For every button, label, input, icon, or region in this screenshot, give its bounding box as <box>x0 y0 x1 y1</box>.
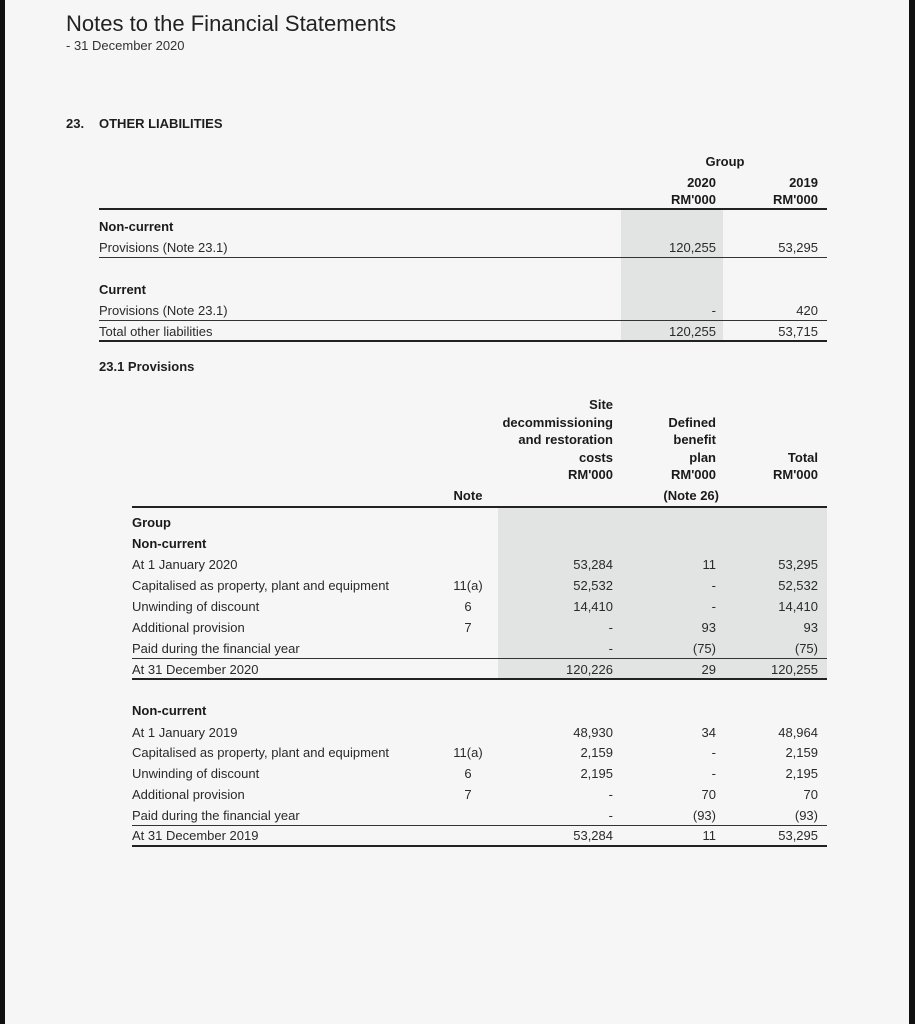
col-2020-header: 2020 <box>687 175 716 190</box>
block-heading: Non-current <box>132 536 207 551</box>
liability-total-2019: 53,715 <box>778 324 818 339</box>
liability-row-2019: 420 <box>796 303 818 318</box>
document-page <box>5 0 909 1024</box>
prov-row-note: 11(a) <box>453 578 483 593</box>
noncurrent-heading: Non-current <box>99 219 174 234</box>
prov-row-total: 2,195 <box>785 766 818 781</box>
prov-row-label: Additional provision <box>132 620 245 635</box>
prov-row-site: - <box>608 641 613 656</box>
prov-row-label: At 31 December 2019 <box>132 828 259 843</box>
prov-row-label: Paid during the financial year <box>132 641 300 656</box>
defined-header-line: (Note 26) <box>663 488 719 503</box>
prov-row-total: 70 <box>803 787 818 802</box>
prov-row-total: 14,410 <box>778 599 818 614</box>
prov-row-site: 53,284 <box>573 828 613 843</box>
prov-row-total: 52,532 <box>778 578 818 593</box>
prov-row-label: At 31 December 2020 <box>132 662 259 677</box>
group-label: Group <box>132 515 171 530</box>
prov-row-total: (75) <box>794 641 818 656</box>
prov-row-defined: - <box>711 766 716 781</box>
prov-row-defined: 11 <box>702 828 716 843</box>
total-rule <box>132 678 827 680</box>
row-rule <box>132 658 827 659</box>
prov-row-site: 53,284 <box>573 557 613 572</box>
total-header-line: RM'000 <box>773 467 818 482</box>
prov-row-label: Unwinding of discount <box>132 766 260 781</box>
prov-row-label: Unwinding of discount <box>132 599 260 614</box>
prov-row-defined: - <box>711 599 716 614</box>
col-2019-header: 2019 <box>789 175 818 190</box>
prov-row-label: Additional provision <box>132 787 245 802</box>
col-2019-unit: RM'000 <box>773 192 818 207</box>
row-rule <box>99 320 827 321</box>
provisions-title: 23.1 Provisions <box>99 359 195 374</box>
site-header-line: RM'000 <box>568 467 613 482</box>
prov-row-defined: 29 <box>701 662 716 677</box>
site-header-line: decommissioning <box>502 415 613 430</box>
liability-row-2020: 120,255 <box>669 240 716 255</box>
liability-row-2020: - <box>711 303 716 318</box>
row-rule <box>99 257 827 258</box>
total-rule <box>99 340 827 342</box>
site-header-line: Site <box>589 397 613 412</box>
note-header: Note <box>453 488 483 503</box>
site-header-line: and restoration <box>518 432 613 447</box>
prov-row-defined: (93) <box>692 808 716 823</box>
prov-row-label: Capitalised as property, plant and equipment <box>132 745 390 760</box>
total-rule <box>132 845 827 847</box>
prov-row-total: 93 <box>803 620 818 635</box>
prov-row-defined: - <box>711 578 716 593</box>
prov-row-total: (93) <box>794 808 818 823</box>
liability-total-2020: 120,255 <box>669 324 716 339</box>
prov-row-defined: 70 <box>701 787 716 802</box>
provisions-header-rule <box>132 506 827 508</box>
block-heading: Non-current <box>132 703 207 718</box>
liability-row-label: Provisions (Note 23.1) <box>99 303 228 318</box>
group-2020-column-shade <box>621 210 723 341</box>
prov-row-total: 53,295 <box>778 828 818 843</box>
liability-row-2019: 53,295 <box>778 240 818 255</box>
liability-total-label: Total other liabilities <box>99 324 213 339</box>
prov-row-label: Capitalised as property, plant and equipment <box>132 578 390 593</box>
prov-row-site: 48,930 <box>573 725 613 740</box>
prov-row-label: At 1 January 2019 <box>132 725 238 740</box>
prov-row-note: 6 <box>464 766 472 781</box>
prov-row-total: 2,159 <box>785 745 818 760</box>
prov-row-site: - <box>608 808 613 823</box>
col-2020-unit: RM'000 <box>671 192 716 207</box>
current-heading: Current <box>99 282 146 297</box>
prov-row-site: 52,532 <box>573 578 613 593</box>
defined-header-line: plan <box>689 450 716 465</box>
defined-header-line: Defined <box>668 415 716 430</box>
prov-row-defined: 34 <box>701 725 716 740</box>
prov-row-site: - <box>608 787 613 802</box>
prov-row-site: 2,195 <box>580 766 613 781</box>
prov-row-total: 48,964 <box>778 725 818 740</box>
row-rule <box>132 825 827 826</box>
prov-row-note: 6 <box>464 599 472 614</box>
section-number: 23. <box>66 116 85 131</box>
prov-row-defined: 93 <box>701 620 716 635</box>
prov-row-note: 11(a) <box>453 745 483 760</box>
prov-row-site: - <box>608 620 613 635</box>
defined-header-line: benefit <box>673 432 716 447</box>
prov-row-total: 53,295 <box>778 557 818 572</box>
group-header: Group <box>705 154 745 169</box>
prov-row-site: 120,226 <box>566 662 613 677</box>
liability-row-label: Provisions (Note 23.1) <box>99 240 228 255</box>
prov-row-site: 14,410 <box>573 599 613 614</box>
section-title: OTHER LIABILITIES <box>99 116 223 131</box>
prov-row-label: Paid during the financial year <box>132 808 300 823</box>
site-header-line: costs <box>579 450 613 465</box>
prov-row-note: 7 <box>464 787 472 802</box>
prov-row-label: At 1 January 2020 <box>132 557 238 572</box>
prov-row-defined: - <box>711 745 716 760</box>
prov-row-note: 7 <box>464 620 472 635</box>
page-title: Notes to the Financial Statements <box>66 11 397 36</box>
prov-row-defined: (75) <box>692 641 716 656</box>
liabilities-header-rule <box>99 208 827 210</box>
defined-header-line: RM'000 <box>671 467 716 482</box>
prov-row-site: 2,159 <box>580 745 613 760</box>
page-subtitle: - 31 December 2020 <box>66 38 185 53</box>
prov-row-defined: 11 <box>702 557 716 572</box>
total-header-line: Total <box>787 450 818 465</box>
prov-row-total: 120,255 <box>771 662 818 677</box>
